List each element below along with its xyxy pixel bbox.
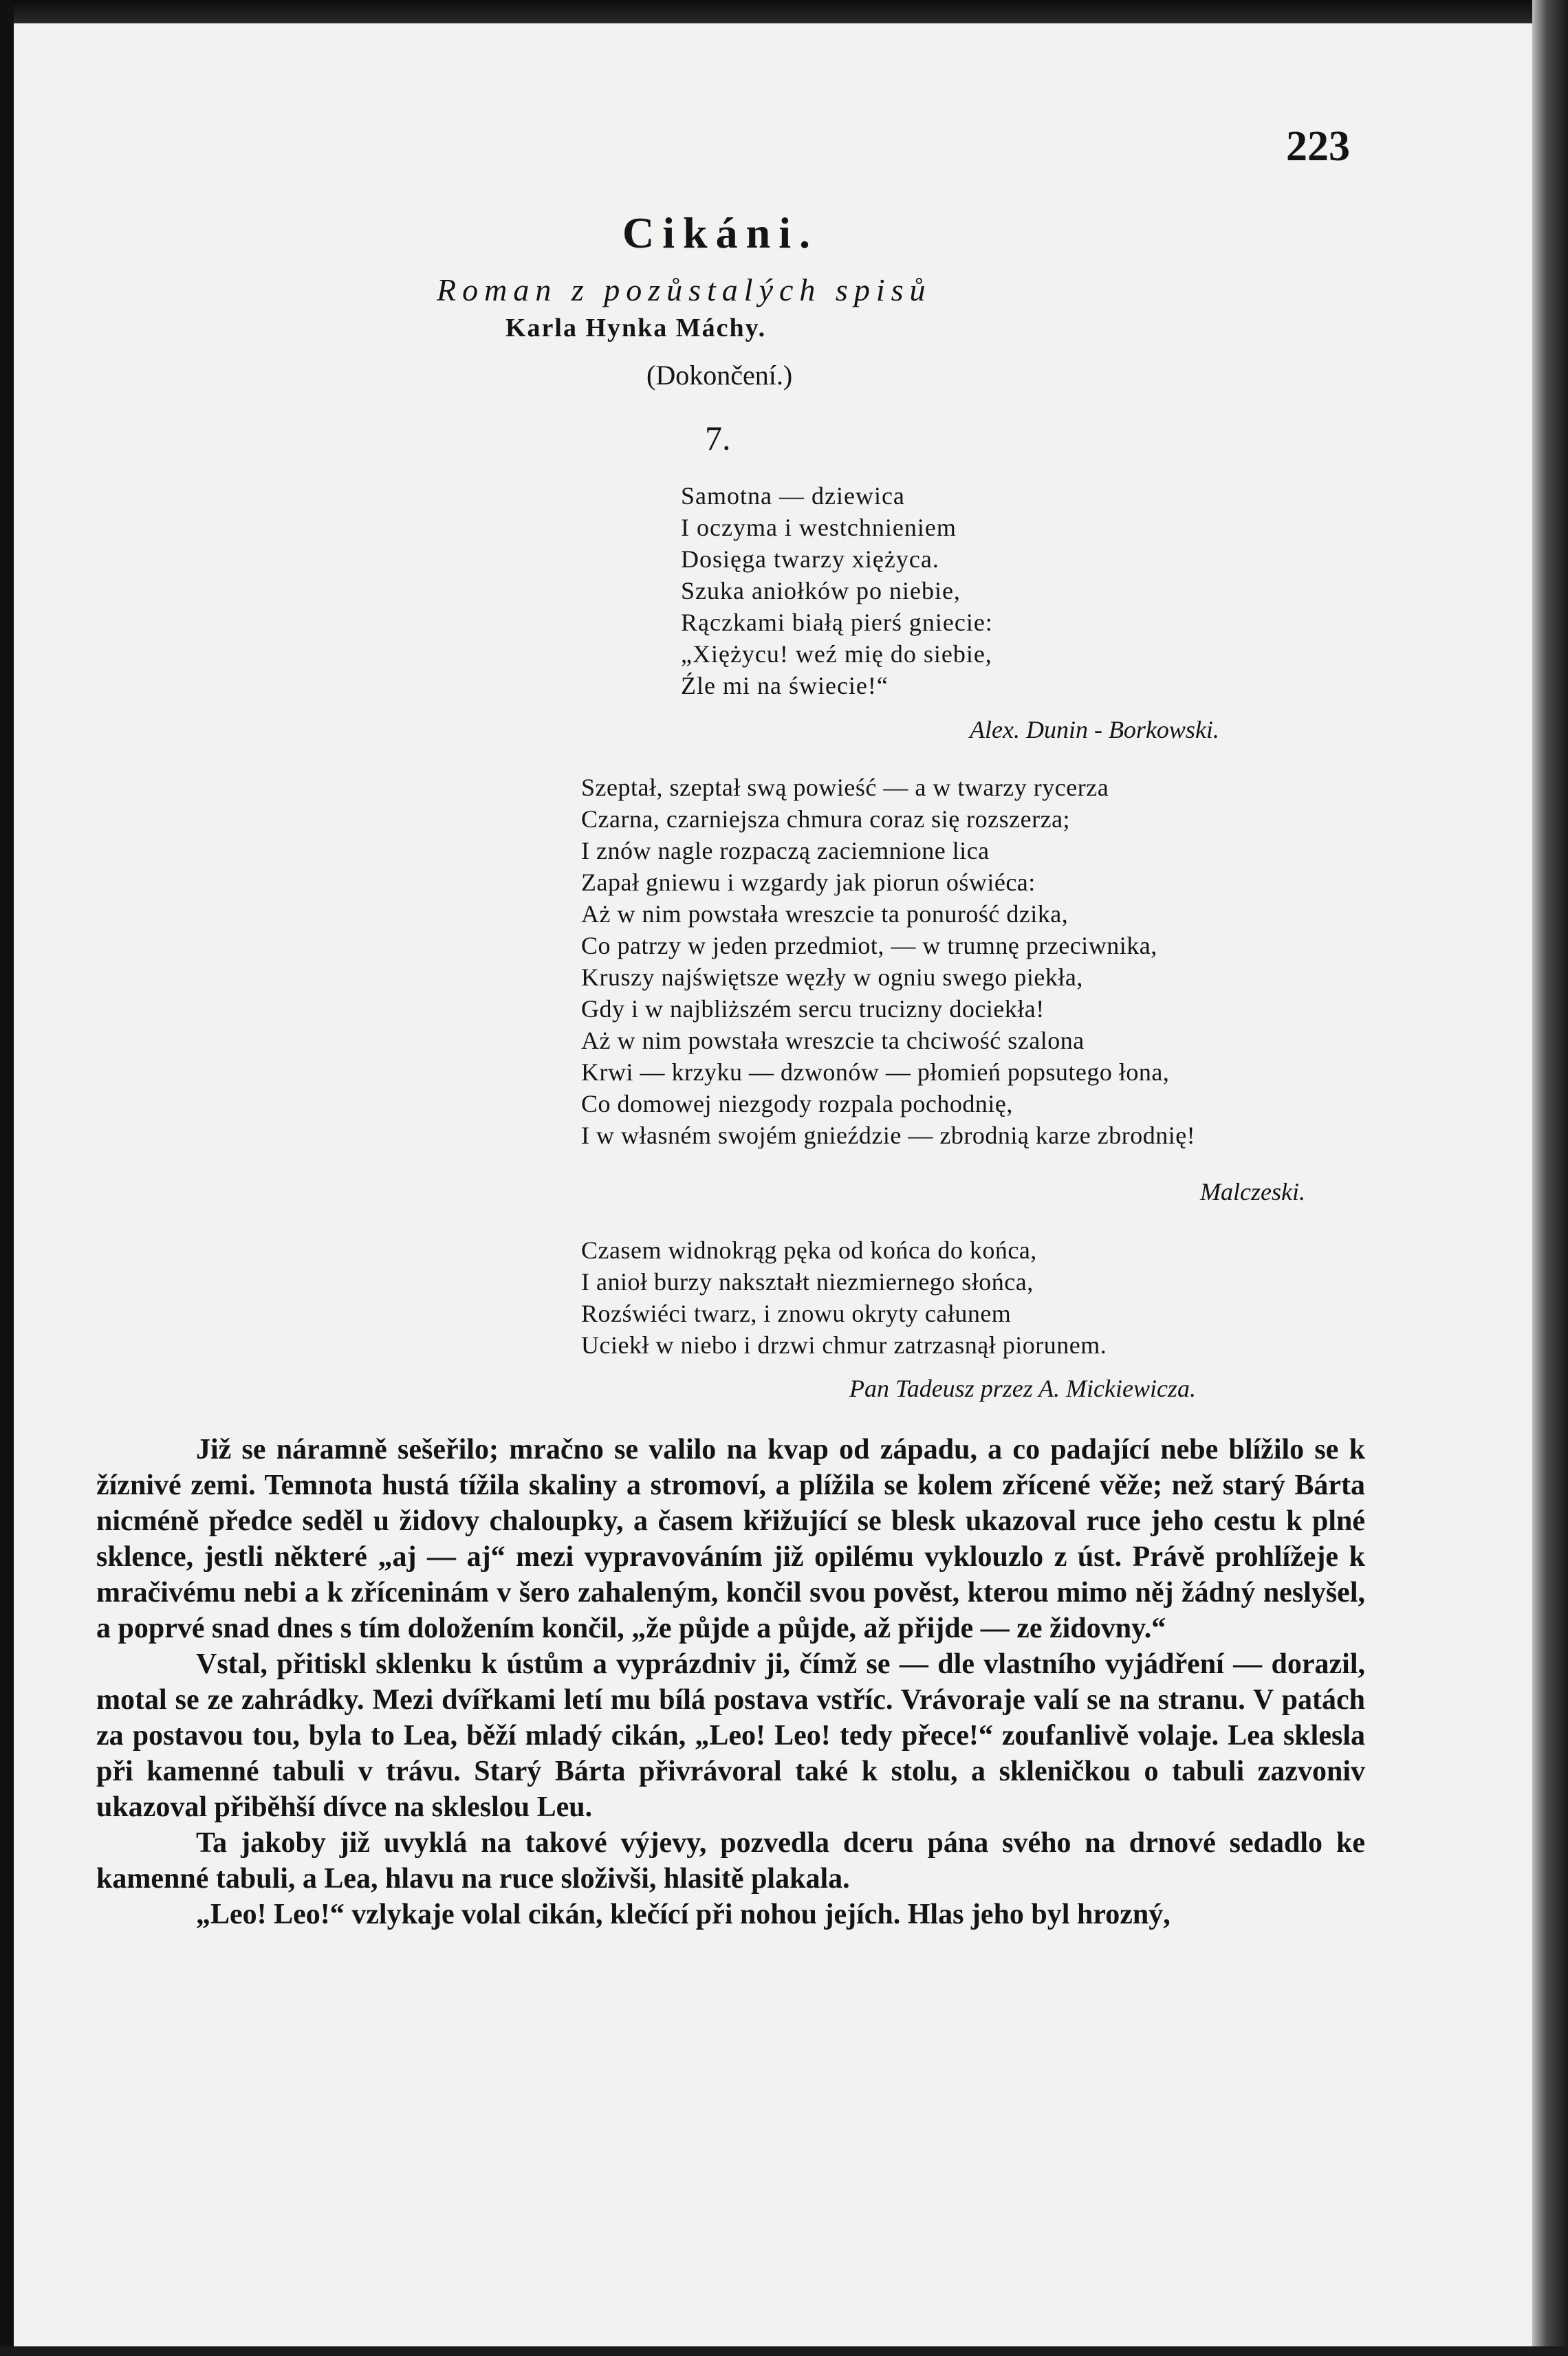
section-number: 7. [705,419,731,457]
scan-left-edge [0,0,14,2356]
epigraph-line: Czasem widnokrąg pęka od końca do końca, [581,1236,1037,1264]
epigraph-line: Dosięga twarzy xiężyca. [681,545,939,573]
epigraph-1 [681,480,993,701]
epigraph-line: I w własném swojém gnieździe — zbrodnią karze zbrodnię! [581,1122,1196,1149]
epigraph-line: Co domowej niezgody rozpala pochodnię, [581,1090,1013,1117]
paragraph: Ta jakoby již uvyklá na takové výjevy, pozvedla dceru pána svého na drnové sedadlo ke kamenné tabuli, a Lea, hlavu na ruce složivši, hlasitě plakala. [96,1827,1365,1895]
epigraph-2-attribution: Malczeski. [1200,1178,1305,1206]
epigraph-line: „Xiężycu! weź mię do siebie, [681,640,992,668]
scan-bottom-edge [0,2346,1568,2356]
epigraph-line: Aż w nim powstała wreszcie ta ponurość dzika, [581,900,1069,928]
epigraph-line: Rozświéci twarz, i znowu okryty całunem [581,1300,1012,1327]
epigraph-3 [581,1234,1107,1361]
epigraph-line: Aż w nim powstała wreszcie ta chciwość szalona [581,1027,1085,1054]
epigraph-line: Krwi — krzyku — dzwonów — płomień popsutego łona, [581,1058,1170,1086]
scan-book-gutter [1532,0,1568,2356]
epigraph-line: I oczyma i westchnieniem [681,514,957,541]
epigraph-2 [581,772,1195,1151]
epigraph-line: Rączkami białą pierś gniecie: [681,609,993,636]
epigraph-line: Samotna — dziewica [681,482,905,510]
epigraph-line: Źle mi na świecie!“ [681,672,889,699]
epigraph-line: Kruszy najświętsze węzły w ogniu swego piekła, [581,963,1083,991]
chapter-title: Cikáni. [622,208,818,257]
epigraph-line: Gdy i w najbliższém sercu trucizny dociekła! [581,995,1045,1023]
paragraph: „Leo! Leo!“ vzlykaje volal cikán, klečící při nohou jejích. Hlas jeho byl hrozný, [196,1899,1170,1930]
author-line: Karla Hynka Máchy. [505,314,767,342]
epigraph-line: I anioł burzy nakształt niezmiernego słońca, [581,1268,1034,1296]
epigraph-line: Uciekł w niebo i drzwi chmur zatrzasnął piorunem. [581,1331,1107,1359]
paragraph: Již se náramně sešeřilo; mračno se valilo na kvap od západu, a co padající nebe blížilo se k žíznivé zemi. Temnota hustá tížila skaliny a stromoví, a plížila se kolem zřícené věže; než starý Bárta nicméně předce seděl u židovy chaloupky, a časem křižující se blesk ukazoval ruce jeho cestu k plné sklence, jestli některé „aj — aj“ mezi vypravováním již opilému vyklouzlo z úst. Právě prohlížeje k mračivému nebi a k zříceninám v šero zahaleným, končil svou pověst, kterou mimo něj žádný neslyšel, a poprvé snad dnes s tím doložením končil, „že půjde a půjde, až přijde — ze židovny.“ [96,1434,1365,1644]
continuation-note: (Dokončení.) [646,360,793,391]
epigraph-1-attribution: Alex. Dunin - Borkowski. [970,716,1219,743]
body-text [96,1432,1365,1932]
page-number: 223 [1286,123,1350,170]
scan-top-edge [0,0,1568,23]
epigraph-3-attribution: Pan Tadeusz przez A. Mickiewicza. [849,1375,1196,1402]
epigraph-line: Czarna, czarniejsza chmura coraz się rozszerza; [581,805,1071,833]
epigraph-line: I znów nagle rozpaczą zaciemnione lica [581,837,990,864]
paragraph: Vstal, přitiskl sklenku k ústům a vyprázdniv ji, čímž se — dle vlastního vyjádření — dorazil, motal se ze zahrádky. Mezi dvířkami letí mu bílá postava vstříc. Vrávoraje valí se na stranu. V patách za postavou tou, byla to Lea, běží mladý cikán, „Leo! Leo! tedy přece!“ zoufanlivě volaje. Lea sklesla při kamenné tabuli v trávu. Starý Bárta přivrávoral také k stolu, a skleničkou o tabuli zazvoniv ukazoval přiběhší dívce na skleslou Leu. [96,1648,1365,1823]
subtitle: Roman z pozůstalých spisů [437,272,932,307]
epigraph-line: Szuka aniołków po niebie, [681,577,961,604]
epigraph-line: Szeptał, szeptał swą powieść — a w twarzy rycerza [581,774,1109,801]
epigraph-line: Co patrzy w jeden przedmiot, — w trumnę przeciwnika, [581,932,1157,959]
epigraph-line: Zapał gniewu i wzgardy jak piorun oświéca: [581,869,1036,896]
